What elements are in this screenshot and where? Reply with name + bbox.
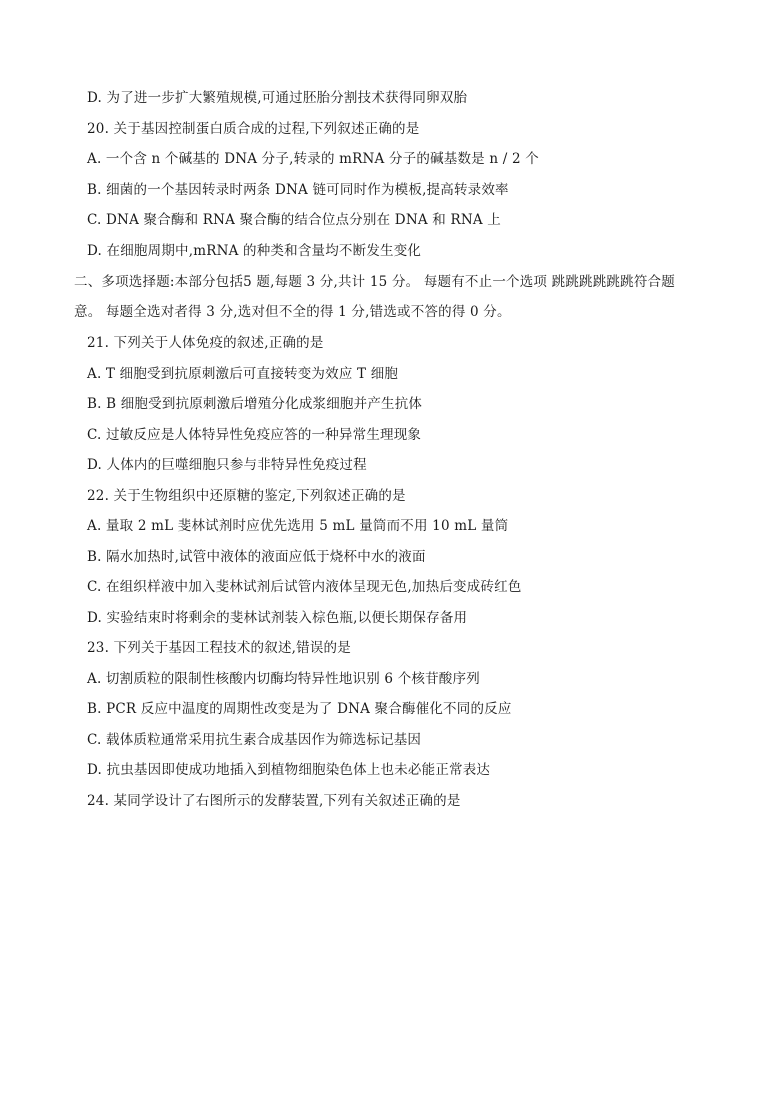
question-21: 21. 下列关于人体免疫的叙述,正确的是 — [87, 335, 324, 351]
option-20a: A. 一个含 n 个碱基的 DNA 分子,转录的 mRNA 分子的碱基数是 n / 2 个 — [87, 151, 539, 167]
section-instructions: 意。 每题全选对者得 3 分,选对但不全的得 1 分,错选或不答的得 0 分。 — [74, 304, 511, 320]
option-21b: B. B 细胞受到抗原刺激后增殖分化成浆细胞并产生抗体 — [87, 396, 423, 412]
option-20d: D. 在细胞周期中,mRNA 的种类和含量均不断发生变化 — [87, 243, 422, 259]
option-21c: C. 过敏反应是人体特异性免疫应答的一种异常生理现象 — [87, 427, 422, 443]
question-24: 24. 某同学设计了右图所示的发酵装置,下列有关叙述正确的是 — [87, 793, 461, 809]
option-23b: B. PCR 反应中温度的周期性改变是为了 DNA 聚合酶催化不同的反应 — [87, 701, 512, 717]
option-22d: D. 实验结束时将剩余的斐林试剂装入棕色瓶,以便长期保存备用 — [87, 610, 468, 626]
question-22: 22. 关于生物组织中还原糖的鉴定,下列叙述正确的是 — [87, 488, 406, 504]
question-23: 23. 下列关于基因工程技术的叙述,错误的是 — [87, 640, 351, 656]
section-header-multiple-choice: 二、多项选择题:本部分包括5 题,每题 3 分,共计 15 分。 每题有不止一个选项 跳跳跳跳跳跳符合题 — [74, 274, 675, 290]
option-19d: D. 为了进一步扩大繁殖规模,可通过胚胎分割技术获得同卵双胎 — [87, 90, 468, 106]
option-20b: B. 细菌的一个基因转录时两条 DNA 链可同时作为模板,提高转录效率 — [87, 182, 509, 198]
option-22a: A. 量取 2 mL 斐林试剂时应优先选用 5 mL 量筒而不用 10 mL 量筒 — [87, 518, 509, 534]
question-20: 20. 关于基因控制蛋白质合成的过程,下列叙述正确的是 — [87, 121, 420, 137]
option-20c: C. DNA 聚合酶和 RNA 聚合酶的结合位点分别在 DNA 和 RNA 上 — [87, 212, 501, 228]
option-22c: C. 在组织样液中加入斐林试剂后试管内液体呈现无色,加热后变成砖红色 — [87, 579, 522, 595]
option-23a: A. 切割质粒的限制性核酸内切酶均特异性地识别 6 个核苷酸序列 — [87, 671, 480, 687]
option-21d: D. 人体内的巨噬细胞只参与非特异性免疫过程 — [87, 457, 367, 473]
option-21a: A. T 细胞受到抗原刺激后可直接转变为效应 T 细胞 — [87, 366, 399, 382]
option-23d: D. 抗虫基因即使成功地插入到植物细胞染色体上也未必能正常表达 — [87, 762, 491, 778]
option-22b: B. 隔水加热时,试管中液体的液面应低于烧杯中水的液面 — [87, 549, 426, 565]
option-23c: C. 载体质粒通常采用抗生素合成基因作为筛选标记基因 — [87, 732, 422, 748]
